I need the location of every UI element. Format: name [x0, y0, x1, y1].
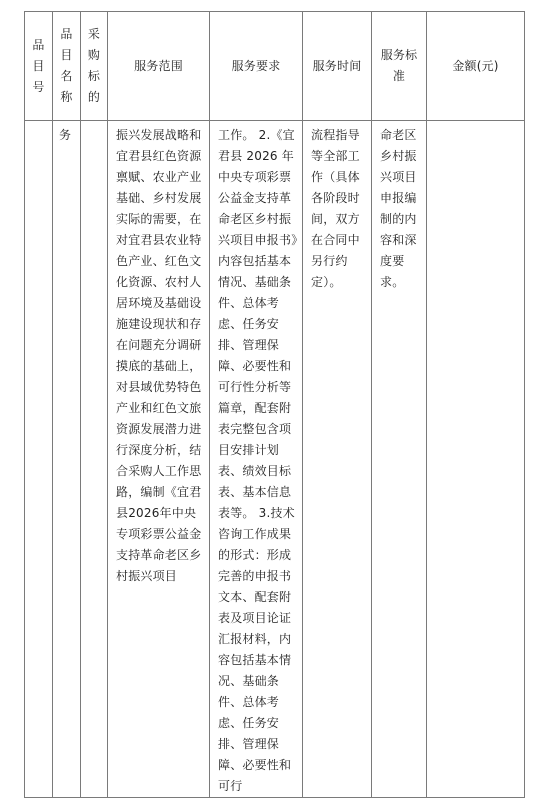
cell-amount [427, 121, 525, 798]
header-item-no: 品目号 [25, 12, 53, 121]
cell-item-name: 务 [53, 121, 81, 798]
cell-standard: 命老区乡村振兴项目申报编制的内容和深度要求。 [372, 121, 427, 798]
header-item-name: 品目名称 [53, 12, 81, 121]
header-time: 服务时间 [303, 12, 372, 121]
header-scope: 服务范围 [108, 12, 210, 121]
cell-scope: 振兴发展战略和宜君县红色资源禀赋、农业产业基础、乡村发展实际的需要，在对宜君县农业特色产业、红色文化资源、农村人居环境及基础设施建设现状和存在问题充分调研摸底的基础上，对县域优势特色产业和红色文旅资源发展潜力进行深度分析，结合采购人工作思路，编制《宜君县2026年中央专项彩票公益金支持革命老区乡村振兴项目 [108, 121, 210, 798]
cell-item-no [25, 121, 53, 798]
cell-requirements: 工作。 2.《宜君县 2026 年中央专项彩票公益金支持革命老区乡村振兴项目申报书》内容包括基本情况、基础条件、总体考虑、任务安排、管理保障、必要性和可行性分析等篇章，配套附表完整包含项目安排计划表、绩效目标表、基本信息表等。 3.技术咨询工作成果的形式：形成完善的申报书文本、配套附表及项目论证汇报材料，内容包括基本情况、基础条件、总体考虑、任务安排、管理保障、必要性和可行 [210, 121, 303, 798]
table-row [25, 121, 525, 798]
header-amount: 金额(元) [427, 12, 525, 121]
procurement-table [24, 11, 525, 798]
header-proc-target: 采购标的 [81, 12, 108, 121]
cell-proc-target [81, 121, 108, 798]
cell-time: 流程指导等全部工作（具体各阶段时间，双方在合同中另行约定）。 [303, 121, 372, 798]
header-requirements: 服务要求 [210, 12, 303, 121]
header-standard: 服务标准 [372, 12, 427, 121]
table-header-row [25, 12, 525, 121]
